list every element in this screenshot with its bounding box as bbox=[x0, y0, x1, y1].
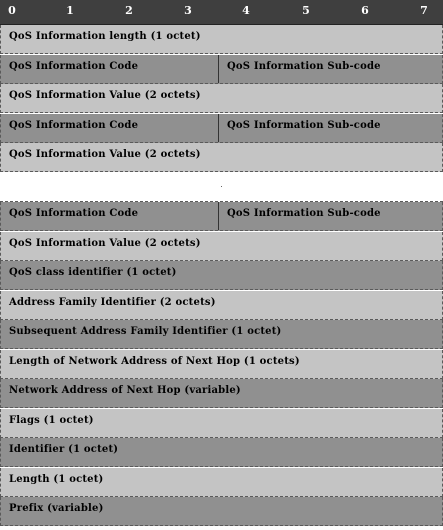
bit-header bbox=[0, 0, 443, 25]
bit-number-6: 6 bbox=[361, 4, 369, 17]
field-label: Length (1 octet) bbox=[9, 474, 104, 485]
field-row bbox=[0, 143, 443, 172]
field-label-subcode: QoS Information Sub-code bbox=[227, 208, 381, 219]
bit-number-4: 4 bbox=[242, 4, 250, 17]
field-label: QoS class identifier (1 octet) bbox=[9, 267, 177, 278]
field-row bbox=[0, 379, 443, 408]
field-cell-code bbox=[1, 114, 219, 142]
field-label: Prefix (variable) bbox=[9, 503, 104, 514]
field-row bbox=[0, 202, 443, 231]
ellipsis-dot bbox=[221, 186, 222, 187]
bit-number-3: 3 bbox=[184, 4, 192, 17]
field-label: QoS Information Value (2 octets) bbox=[9, 90, 201, 101]
bit-number-5: 5 bbox=[302, 4, 310, 17]
field-row bbox=[0, 320, 443, 349]
field-label-code: QoS Information Code bbox=[9, 61, 139, 72]
bit-number-0: 0 bbox=[8, 4, 16, 17]
field-row bbox=[0, 232, 443, 261]
field-row bbox=[0, 114, 443, 143]
field-row bbox=[0, 291, 443, 320]
field-label-code: QoS Information Code bbox=[9, 208, 139, 219]
field-label-subcode: QoS Information Sub-code bbox=[227, 120, 381, 131]
blank-row bbox=[0, 173, 443, 202]
field-label: Identifier (1 octet) bbox=[9, 444, 119, 455]
field-row bbox=[0, 438, 443, 467]
field-row bbox=[0, 468, 443, 497]
field-label: Network Address of Next Hop (variable) bbox=[9, 385, 241, 396]
field-label: Length of Network Address of Next Hop (1 octets) bbox=[9, 356, 300, 367]
field-label: QoS Information Value (2 octets) bbox=[9, 238, 201, 249]
bit-number-1: 1 bbox=[66, 4, 74, 17]
field-row bbox=[0, 497, 443, 526]
field-row bbox=[0, 261, 443, 290]
field-cell-subcode bbox=[219, 55, 443, 83]
field-row bbox=[0, 25, 443, 54]
bit-number-7: 7 bbox=[420, 4, 428, 17]
field-row bbox=[0, 55, 443, 84]
field-row bbox=[0, 350, 443, 379]
field-row bbox=[0, 84, 443, 113]
field-label: Address Family Identifier (2 octets) bbox=[9, 297, 216, 308]
field-cell-code bbox=[1, 202, 219, 230]
field-cell-code bbox=[1, 55, 219, 83]
field-row bbox=[0, 409, 443, 438]
field-label-code: QoS Information Code bbox=[9, 120, 139, 131]
field-cell-subcode bbox=[219, 114, 443, 142]
field-label-subcode: QoS Information Sub-code bbox=[227, 61, 381, 72]
field-label: Flags (1 octet) bbox=[9, 415, 94, 426]
field-label: QoS Information Value (2 octets) bbox=[9, 149, 201, 160]
field-label: QoS Information length (1 octet) bbox=[9, 31, 201, 42]
field-label: Subsequent Address Family Identifier (1 octet) bbox=[9, 326, 282, 337]
bit-number-2: 2 bbox=[125, 4, 133, 17]
field-cell-subcode bbox=[219, 202, 443, 230]
